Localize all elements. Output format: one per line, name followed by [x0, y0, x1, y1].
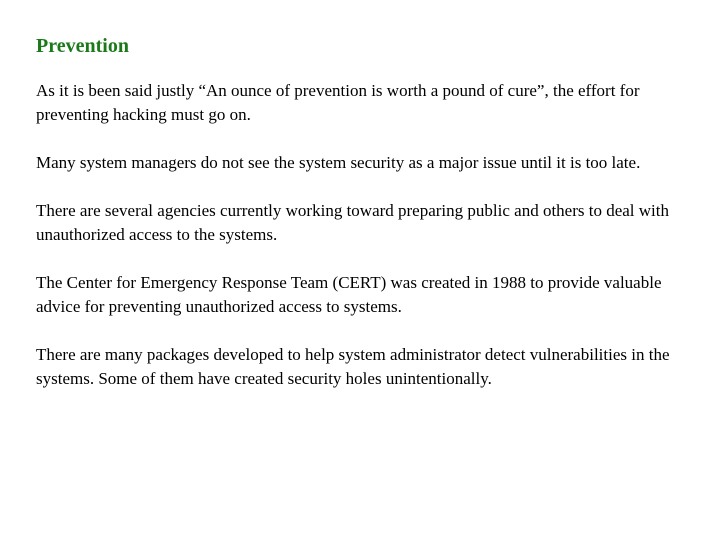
paragraph-agencies: There are several agencies currently working toward preparing public and others to deal with unauthorized access to the systems.: [36, 201, 670, 244]
paragraph-cert: The Center for Emergency Response Team (CERT) was created in 1988 to provide valuable advice for preventing unauthorized access to systems.: [36, 273, 662, 316]
slide-title: Prevention: [36, 35, 129, 57]
slide-content: [36, 33, 686, 415]
paragraph-proverb: As it is been said justly “An ounce of prevention is worth a pound of cure”, the effort for preventing hacking must go on.: [36, 81, 640, 124]
paragraph-system-managers: Many system managers do not see the system security as a major issue until it is too late.: [36, 153, 641, 172]
paragraph-packages: There are many packages developed to help system administrator detect vulnerabilities in the systems. Some of them have created security holes unintentionally.: [36, 345, 670, 388]
